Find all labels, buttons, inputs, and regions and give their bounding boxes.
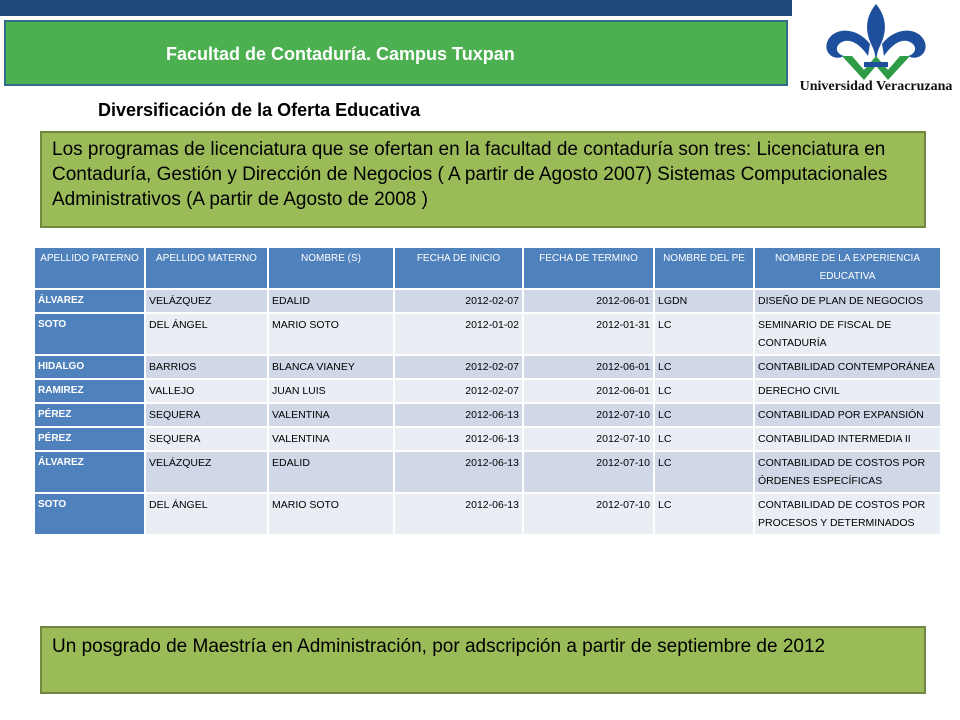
- table-row: [35, 404, 940, 426]
- cell-experiencia: CONTABILIDAD DE COSTOS POR PROCESOS Y DETERMINADOS: [755, 494, 940, 534]
- cell-fecha-inicio: 2012-02-07: [395, 380, 522, 402]
- cell-nombre: VALENTINA: [269, 428, 393, 450]
- logo-text: Universidad Veracruzana: [799, 79, 953, 94]
- teachers-table: [33, 246, 942, 536]
- cell-fecha-termino: 2012-06-01: [524, 290, 653, 312]
- cell-fecha-inicio: 2012-06-13: [395, 404, 522, 426]
- cell-fecha-inicio: 2012-01-02: [395, 314, 522, 354]
- cell-pe: LC: [655, 452, 753, 492]
- cell-fecha-inicio: 2012-06-13: [395, 494, 522, 534]
- cell-experiencia: CONTABILIDAD DE COSTOS POR ÓRDENES ESPECÍFICAS: [755, 452, 940, 492]
- cell-fecha-termino: 2012-01-31: [524, 314, 653, 354]
- cell-nombre: EDALID: [269, 290, 393, 312]
- table-row: [35, 356, 940, 378]
- cell-apellido-materno: DEL ÁNGEL: [146, 314, 267, 354]
- fleur-de-lis-icon: [826, 4, 925, 80]
- table-header-row: [35, 248, 940, 288]
- col-header: FECHA DE TERMINO: [524, 248, 653, 288]
- col-header: NOMBRE (S): [269, 248, 393, 288]
- cell-apellido-paterno: HIDALGO: [35, 356, 144, 378]
- cell-apellido-materno: VELÁZQUEZ: [146, 452, 267, 492]
- cell-fecha-termino: 2012-06-01: [524, 380, 653, 402]
- cell-fecha-termino: 2012-07-10: [524, 494, 653, 534]
- col-header: APELLIDO PATERNO: [35, 248, 144, 288]
- cell-experiencia: CONTABILIDAD POR EXPANSIÓN: [755, 404, 940, 426]
- cell-experiencia: DERECHO CIVIL: [755, 380, 940, 402]
- cell-apellido-paterno: SOTO: [35, 494, 144, 534]
- cell-nombre: VALENTINA: [269, 404, 393, 426]
- col-header: APELLIDO MATERNO: [146, 248, 267, 288]
- cell-experiencia: CONTABILIDAD INTERMEDIA II: [755, 428, 940, 450]
- title-banner: [4, 20, 788, 86]
- cell-nombre: MARIO SOTO: [269, 314, 393, 354]
- table-row: [35, 380, 940, 402]
- cell-experiencia: CONTABILIDAD CONTEMPORÁNEA: [755, 356, 940, 378]
- table-row: [35, 494, 940, 534]
- cell-pe: LGDN: [655, 290, 753, 312]
- cell-experiencia: DISEÑO DE PLAN DE NEGOCIOS: [755, 290, 940, 312]
- cell-apellido-paterno: SOTO: [35, 314, 144, 354]
- cell-fecha-termino: 2012-06-01: [524, 356, 653, 378]
- cell-apellido-materno: VALLEJO: [146, 380, 267, 402]
- intro-box: Los programas de licenciatura que se ofertan en la facultad de contaduría son tres: Licenciatura en Contaduría, Gestión y Dirección de Negocios ( A partir de Agosto 2007) Sistemas Computacionales Administrativos (A partir de Agosto de 2008 ): [40, 131, 926, 228]
- cell-apellido-paterno: PÉREZ: [35, 404, 144, 426]
- cell-pe: LC: [655, 380, 753, 402]
- cell-nombre: BLANCA VIANEY: [269, 356, 393, 378]
- cell-apellido-paterno: PÉREZ: [35, 428, 144, 450]
- cell-nombre: EDALID: [269, 452, 393, 492]
- cell-nombre: MARIO SOTO: [269, 494, 393, 534]
- col-header: NOMBRE DEL PE: [655, 248, 753, 288]
- cell-fecha-inicio: 2012-06-13: [395, 428, 522, 450]
- cell-pe: LC: [655, 404, 753, 426]
- university-logo: [792, 0, 960, 96]
- table-row: [35, 428, 940, 450]
- postgrad-box: Un posgrado de Maestría en Administración, por adscripción a partir de septiembre de 2012: [40, 626, 926, 694]
- table-row: [35, 290, 940, 312]
- table-row: [35, 314, 940, 354]
- cell-pe: LC: [655, 356, 753, 378]
- cell-apellido-paterno: RAMIREZ: [35, 380, 144, 402]
- col-header: NOMBRE DE LA EXPERIENCIA EDUCATIVA: [755, 248, 940, 288]
- section-title: Diversificación de la Oferta Educativa: [98, 100, 421, 120]
- cell-apellido-paterno: ÁLVAREZ: [35, 452, 144, 492]
- cell-apellido-materno: BARRIOS: [146, 356, 267, 378]
- table-row: [35, 452, 940, 492]
- cell-apellido-paterno: ÁLVAREZ: [35, 290, 144, 312]
- cell-fecha-inicio: 2012-02-07: [395, 356, 522, 378]
- cell-pe: LC: [655, 428, 753, 450]
- cell-pe: LC: [655, 494, 753, 534]
- cell-fecha-inicio: 2012-02-07: [395, 290, 522, 312]
- cell-pe: LC: [655, 314, 753, 354]
- cell-experiencia: SEMINARIO DE FISCAL DE CONTADURÍA: [755, 314, 940, 354]
- top-bar: [0, 0, 792, 16]
- cell-fecha-inicio: 2012-06-13: [395, 452, 522, 492]
- cell-apellido-materno: SEQUERA: [146, 404, 267, 426]
- cell-apellido-materno: VELÁZQUEZ: [146, 290, 267, 312]
- cell-fecha-termino: 2012-07-10: [524, 428, 653, 450]
- col-header: FECHA DE INICIO: [395, 248, 522, 288]
- cell-fecha-termino: 2012-07-10: [524, 404, 653, 426]
- cell-apellido-materno: DEL ÁNGEL: [146, 494, 267, 534]
- cell-fecha-termino: 2012-07-10: [524, 452, 653, 492]
- page-title: Facultad de Contaduría. Campus Tuxpan: [166, 44, 515, 64]
- cell-apellido-materno: SEQUERA: [146, 428, 267, 450]
- cell-nombre: JUAN LUIS: [269, 380, 393, 402]
